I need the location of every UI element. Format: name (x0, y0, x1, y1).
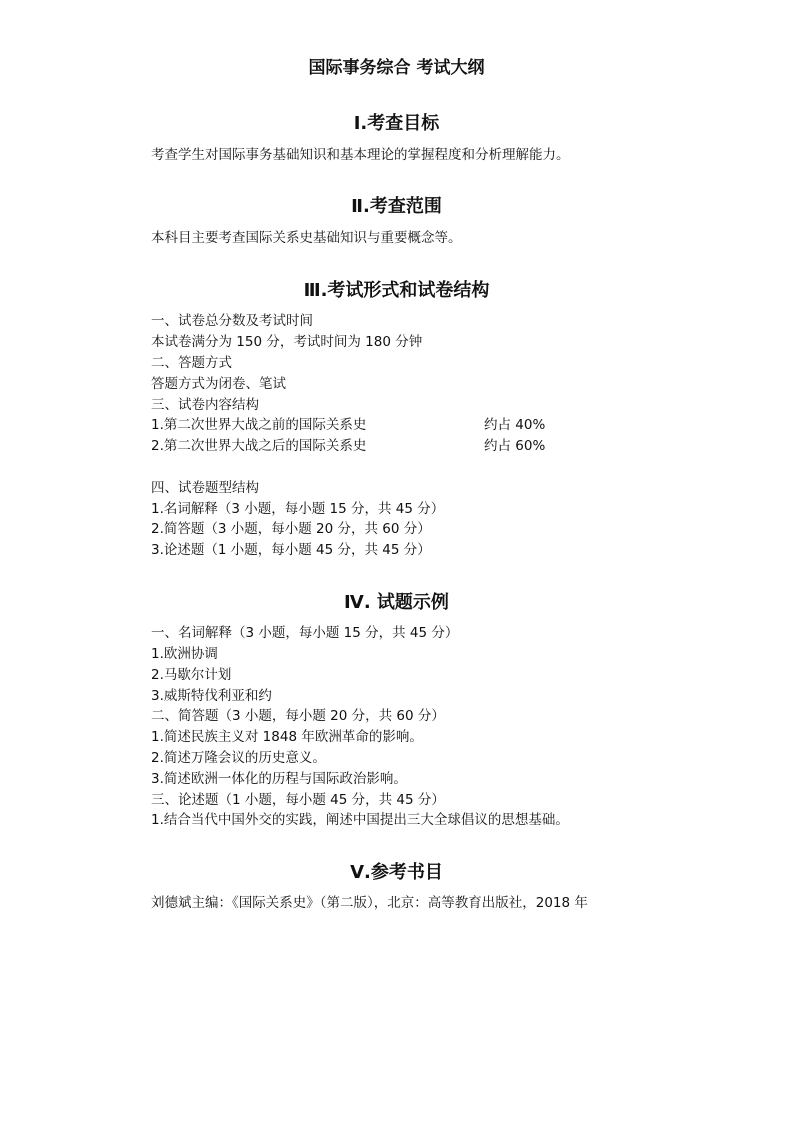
exam-format-line: 一、试卷总分数及考试时间 (151, 313, 313, 329)
document-title: 国际事务综合 考试大纲 (308, 58, 485, 78)
exam-format-line: 三、试卷内容结构 (151, 397, 259, 413)
sample-question-line: 二、简答题（3 小题，每小题 20 分，共 60 分） (151, 708, 445, 724)
section-heading-exam-format: Ⅲ.考试形式和试卷结构 (303, 280, 490, 301)
question-type-item: 2.简答题（3 小题，每小题 20 分，共 60 分） (151, 521, 431, 537)
reference-text: 刘德斌主编：《国际关系史》（第二版），北京：高等教育出版社，2018 年 (151, 895, 588, 911)
sample-question-line: 1.简述民族主义对 1848 年欧洲革命的影响。 (151, 729, 423, 745)
question-type-item: 1.名词解释（3 小题，每小题 15 分，共 45 分） (151, 501, 445, 517)
content-item-share: 约占 60% (484, 438, 546, 454)
content-item-label: 1.第二次世界大战之前的国际关系史 (151, 417, 367, 433)
sample-question-line: 一、名词解释（3 小题，每小题 15 分，共 45 分） (151, 625, 459, 641)
section-heading-sample-questions: Ⅳ. 试题示例 (344, 592, 449, 613)
section-heading-scope: Ⅱ.考查范围 (351, 196, 442, 217)
sample-question-line: 1.结合当代中国外交的实践，阐述中国提出三大全球倡议的思想基础。 (151, 812, 569, 828)
sample-question-line: 3.简述欧洲一体化的历程与国际政治影响。 (151, 771, 407, 787)
section-heading-objectives: Ⅰ.考查目标 (353, 113, 440, 134)
exam-format-line: 本试卷满分为 150 分，考试时间为 180 分钟 (151, 334, 423, 350)
section-heading-references: Ⅴ.参考书目 (350, 862, 443, 883)
sample-question-line: 三、论述题（1 小题，每小题 45 分，共 45 分） (151, 792, 445, 808)
sample-question-line: 3.威斯特伐利亚和约 (151, 688, 272, 704)
exam-format-line: 二、答题方式 (151, 355, 232, 371)
question-type-item: 3.论述题（1 小题，每小题 45 分，共 45 分） (151, 542, 431, 558)
sample-question-line: 2.简述万隆会议的历史意义。 (151, 750, 326, 766)
scope-text: 本科目主要考查国际关系史基础知识与重要概念等。 (151, 230, 462, 246)
objectives-text: 考查学生对国际事务基础知识和基本理论的掌握程度和分析理解能力。 (151, 147, 570, 163)
content-item-share: 约占 40% (484, 417, 546, 433)
content-item-label: 2.第二次世界大战之后的国际关系史 (151, 438, 367, 454)
sample-question-line: 2.马歇尔计划 (151, 667, 232, 683)
exam-format-line: 答题方式为闭卷、笔试 (151, 376, 286, 392)
sample-question-line: 1.欧洲协调 (151, 646, 218, 662)
question-types-heading: 四、试卷题型结构 (151, 480, 259, 496)
